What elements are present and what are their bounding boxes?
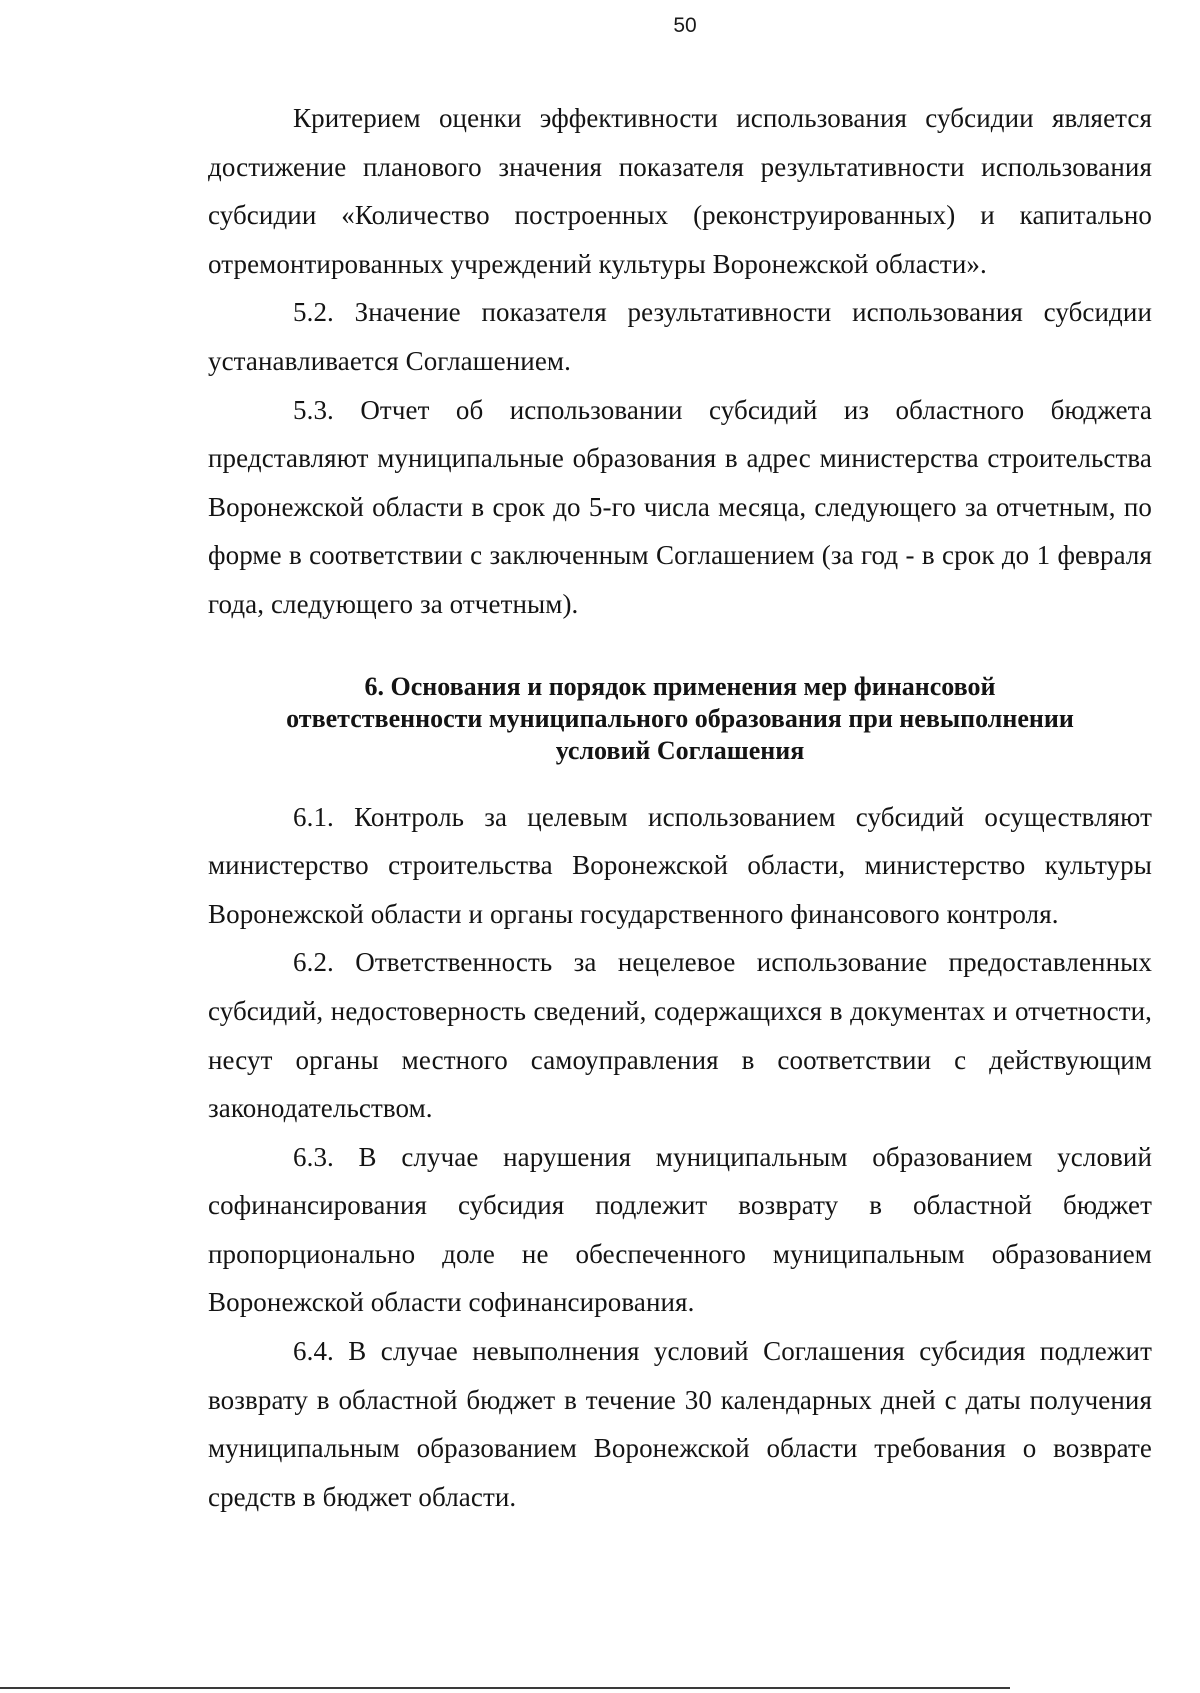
page-number: 50 [673,14,697,37]
paragraph-6-1: 6.1. Контроль за целевым использованием субсидий осуществляют министерство строительства Воронежской области, министерство культуры Воронежской области и органы государственного финансового контроля. [208,801,1152,929]
section-6-heading-line3: условий Соглашения [555,735,805,765]
paragraph-6-2: 6.2. Ответственность за нецелевое использование предоставленных субсидий, недостоверность сведений, содержащихся в документах и отчетности, несут органы местного самоуправления в соответствии с действующим законодательством. [208,947,1152,1124]
paragraph-5-2: 5.2. Значение показателя результативности использования субсидии устанавливается Соглашением. [208,297,1152,376]
paragraph-criterion: Критерием оценки эффективности использования субсидии является достижение планового значения показателя результативности использования субсидии «Количество построенных (реконструированных) и капитально отремонтированных учреждений культуры Воронежской области». [208,103,1152,279]
section-6-heading [208,671,1152,767]
section-6-heading-line2: ответственности муниципального образования при невыполнении [286,703,1074,733]
paragraph-6-3: 6.3. В случае нарушения муниципальным образованием условий софинансирования субсидия подлежит возврату в областной бюджет пропорционально доле не обеспеченного муниципальным образованием Воронежской области софинансирования. [208,1141,1152,1318]
section-6-heading-line1: 6. Основания и порядок применения мер финансовой [364,671,996,701]
footer-rule [0,1687,1010,1689]
paragraph-6-4: 6.4. В случае невыполнения условий Соглашения субсидия подлежит возврату в областной бюджет в течение 30 календарных дней с даты получения муниципальным образованием Воронежской области требования о возврате средств в бюджет области. [208,1336,1152,1512]
document-body [208,94,1152,1521]
paragraph-5-3: 5.3. Отчет об использовании субсидий из областного бюджета представляют муниципальные образования в адрес министерства строительства Воронежской области в срок до 5-го числа месяца, следующего за отчетным, по форме в соответствии с заключенным Соглашением (за год - в срок до 1 февраля года, следующего за отчетным). [208,394,1152,619]
